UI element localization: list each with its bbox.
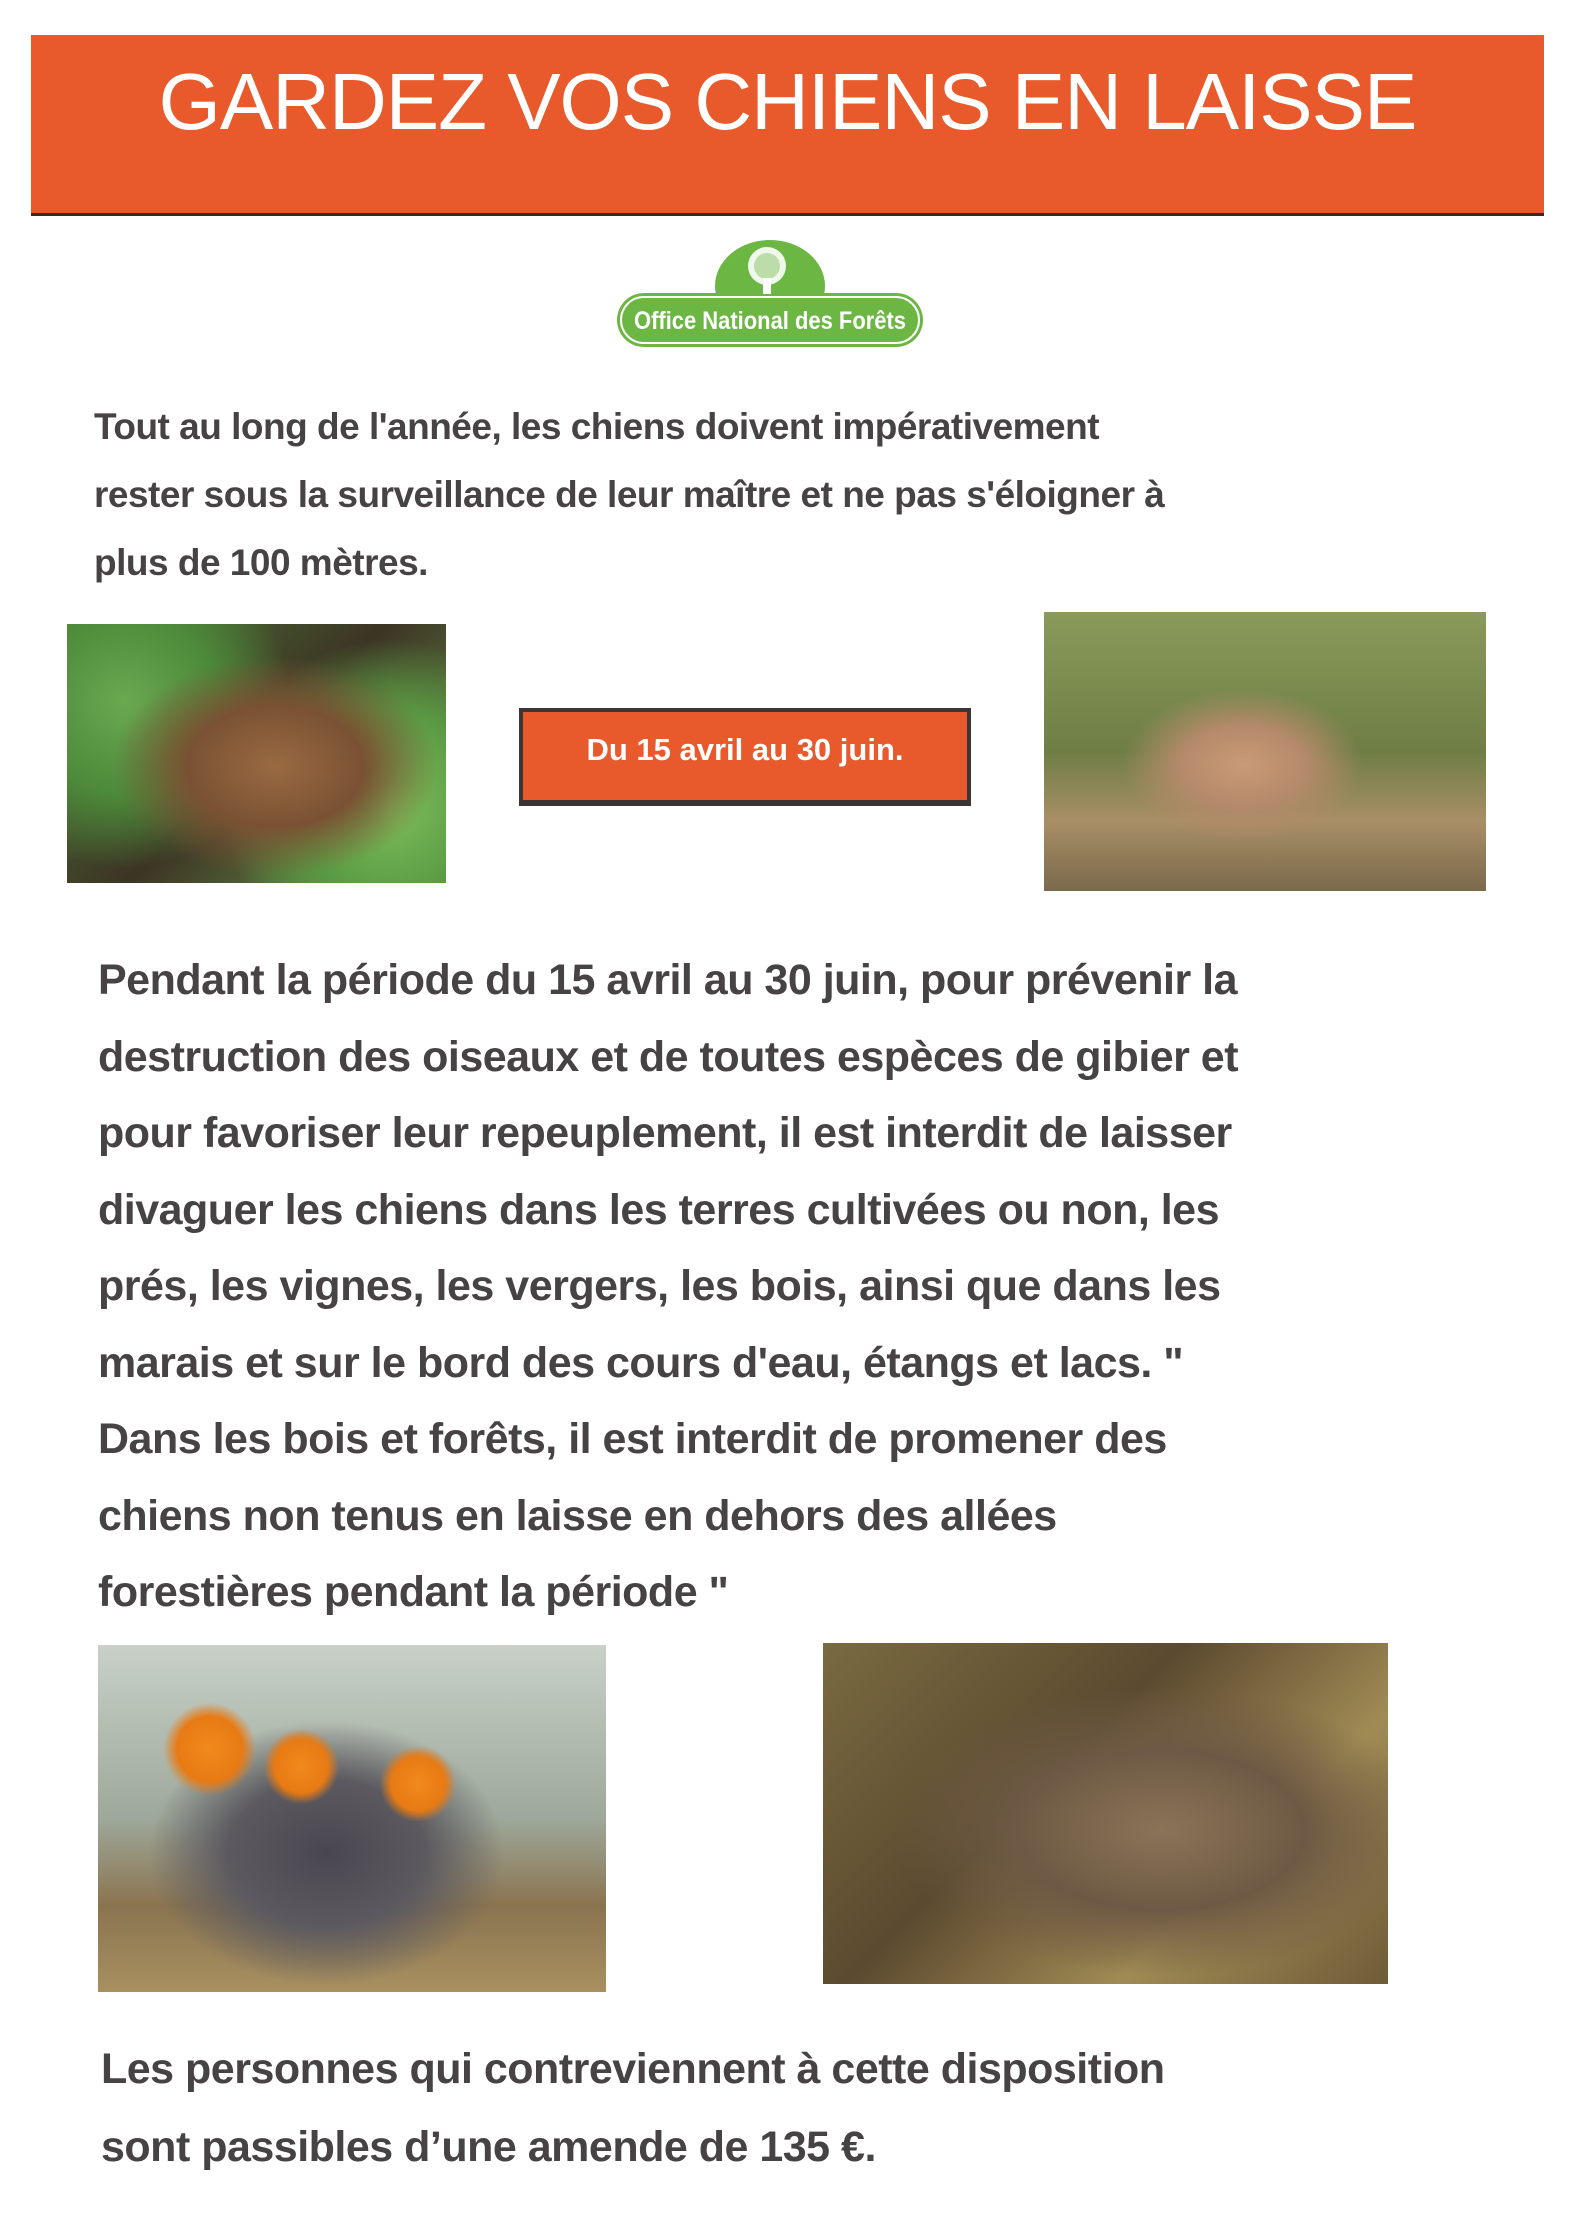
title-banner: [31, 35, 1544, 216]
logo-text: Office National des Forêts: [634, 307, 906, 335]
rule-line: divaguer les chiens dans les terres cultivées ou non, les: [98, 1185, 1220, 1234]
rule-line: forestières pendant la période ": [98, 1568, 729, 1616]
nestlings-photo: [98, 1645, 606, 1992]
penalty-line: sont passibles d’une amende de 135 €.: [101, 2123, 876, 2171]
intro-paragraph: [94, 393, 1164, 597]
intro-line: Tout au long de l'année, les chiens doivent impérativement: [94, 406, 1100, 447]
intro-line: rester sous la surveillance de leur maître et ne pas s'éloigner à: [94, 474, 1165, 515]
period-badge: [519, 708, 971, 806]
rule-line: marais et sur le bord des cours d'eau, étangs et lacs. ": [98, 1338, 1184, 1387]
leveret-photo: [823, 1643, 1388, 1984]
fox-cub-photo: [1044, 612, 1486, 891]
rule-line: pour favoriser leur repeuplement, il est interdit de laisser: [98, 1109, 1232, 1157]
rule-line: destruction des oiseaux et de toutes espèces de gibier et: [98, 1032, 1239, 1081]
onf-logo: [615, 238, 925, 353]
rule-line: Pendant la période du 15 avril au 30 juin, pour prévenir la: [98, 956, 1237, 1004]
period-badge-text: Du 15 avril au 30 juin.: [586, 732, 904, 767]
page-title: GARDEZ VOS CHIENS EN LAISSE: [158, 57, 1417, 146]
fawn-photo: [67, 624, 446, 883]
penalty-line: Les personnes qui contreviennent à cette disposition: [101, 2045, 1165, 2093]
rule-line: prés, les vignes, les vergers, les bois, ainsi que dans les: [98, 1262, 1221, 1310]
rule-paragraph: [98, 942, 1238, 1631]
rule-line: chiens non tenus en laisse en dehors des allées: [98, 1491, 1057, 1540]
rule-line: Dans les bois et forêts, il est interdit de promener des: [98, 1415, 1167, 1463]
intro-line: plus de 100 mètres.: [94, 542, 428, 583]
penalty-paragraph: [101, 2030, 1165, 2186]
